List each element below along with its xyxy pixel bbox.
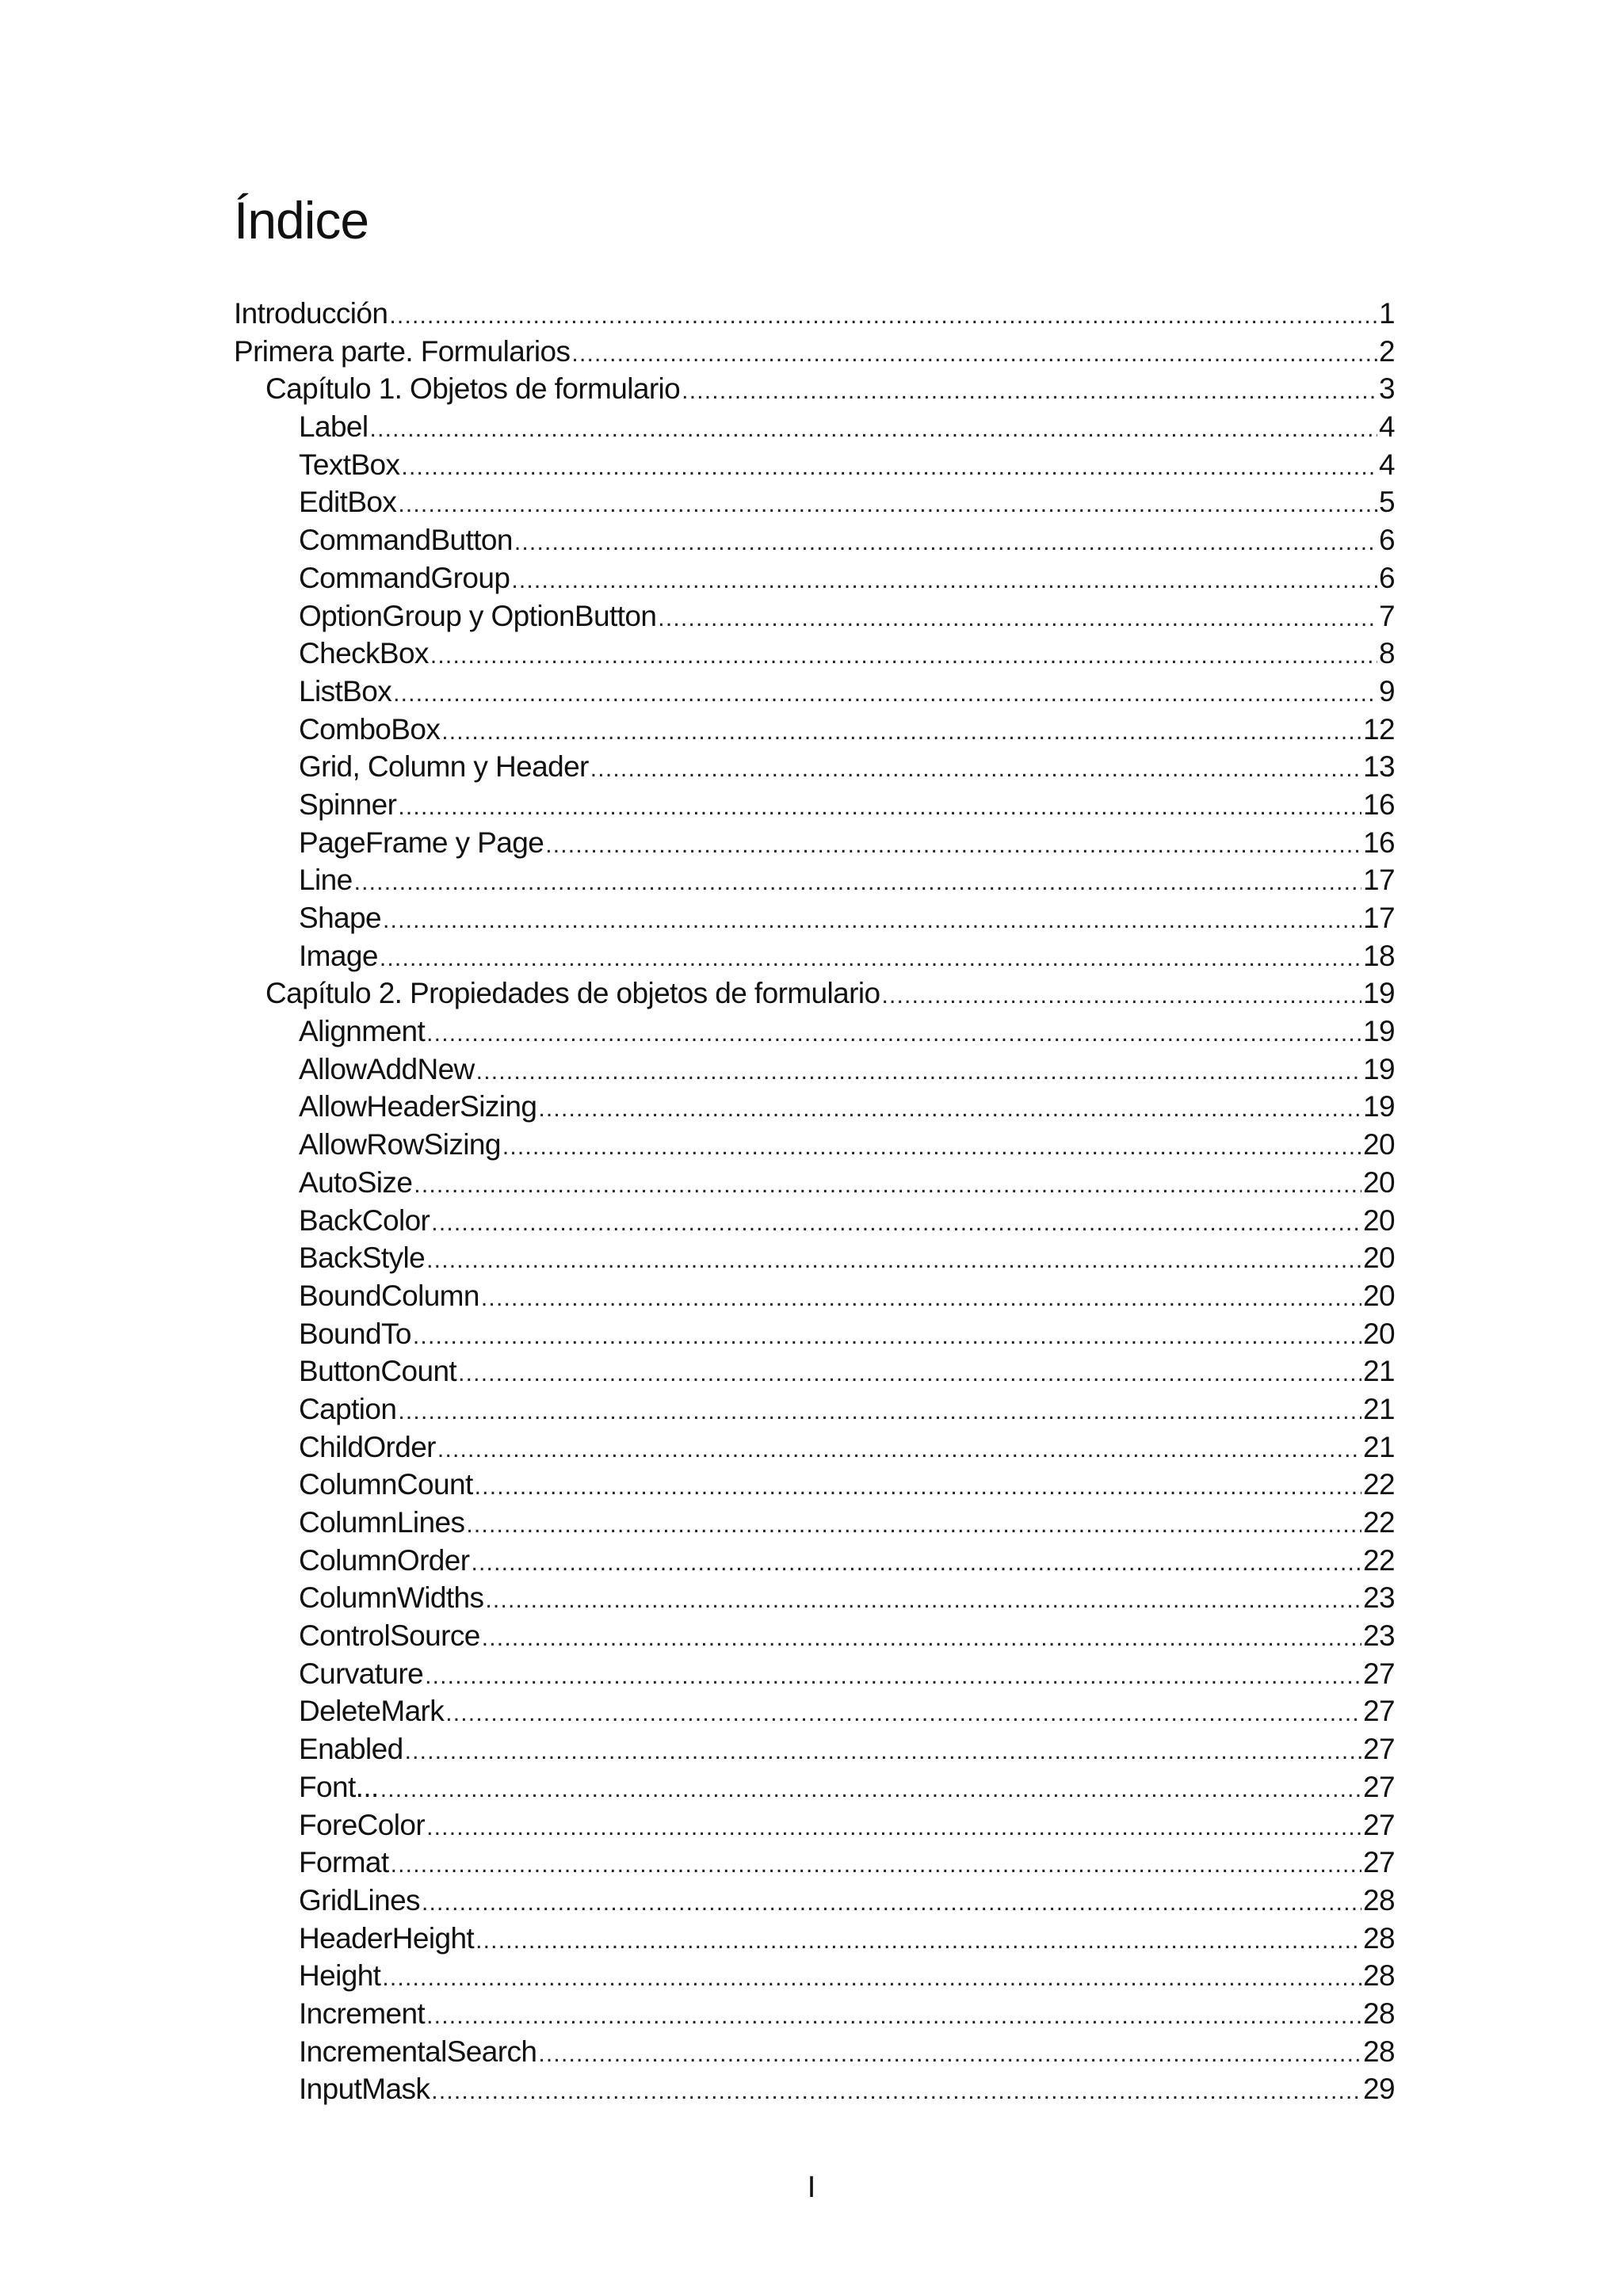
- toc-entry-label: Increment: [299, 1997, 426, 2030]
- dot-leader: [382, 1959, 1361, 1995]
- toc-entry-page: 27: [1363, 1770, 1395, 1803]
- toc-entry-label: ColumnCount: [299, 1468, 473, 1501]
- toc-entry[interactable]: [234, 559, 1395, 597]
- toc-entry-page: 13: [1363, 750, 1395, 784]
- toc-entry-label: Line: [299, 864, 353, 897]
- dot-leader: [426, 1809, 1361, 1844]
- toc-entry-page: 28: [1363, 1883, 1395, 1917]
- toc-entry-page: 27: [1363, 1733, 1395, 1766]
- dot-leader: [437, 1431, 1361, 1466]
- dot-leader: [881, 977, 1361, 1013]
- toc-entry-page: 19: [1363, 1015, 1395, 1048]
- toc-entry-page: 18: [1363, 939, 1395, 972]
- page-title: Índice: [234, 191, 369, 250]
- toc-entry-page: 28: [1363, 1997, 1395, 2030]
- toc-entry-label: Shape: [299, 902, 381, 934]
- toc-entry[interactable]: [234, 1920, 1395, 1958]
- toc-entry-page: 21: [1363, 1430, 1395, 1463]
- toc-entry-label: AllowAddNew: [299, 1052, 475, 1085]
- toc-entry[interactable]: [234, 1617, 1395, 1655]
- toc-entry[interactable]: [234, 861, 1395, 899]
- dot-leader: [538, 1090, 1361, 1126]
- toc-entry-label: OptionGroup y OptionButton: [299, 599, 657, 632]
- toc-entry-label: CommandButton: [299, 524, 513, 557]
- dot-leader: [398, 1393, 1361, 1428]
- toc-entry-label: ListBox: [299, 674, 392, 707]
- toc-entry-page: 7: [1379, 599, 1395, 632]
- table-of-contents: [234, 295, 1395, 2108]
- toc-entry-label: PageFrame y Page: [299, 826, 544, 859]
- dot-leader: [511, 562, 1377, 597]
- toc-entry-page: 16: [1363, 788, 1395, 821]
- dot-leader: [431, 1204, 1361, 1240]
- toc-entry-label: ForeColor: [299, 1808, 426, 1841]
- dot-leader: [482, 1619, 1361, 1655]
- toc-entry[interactable]: [234, 1806, 1395, 1844]
- toc-entry-page: 22: [1363, 1468, 1395, 1501]
- toc-entry[interactable]: [234, 1352, 1395, 1390]
- toc-entry[interactable]: [234, 483, 1395, 521]
- dot-leader: [370, 410, 1377, 446]
- toc-entry[interactable]: [234, 1844, 1395, 1882]
- toc-entry[interactable]: [234, 824, 1395, 862]
- toc-entry-page: 28: [1363, 1921, 1395, 1955]
- dot-leader: [471, 1544, 1361, 1580]
- dot-leader: [431, 2073, 1361, 2108]
- toc-entry-label: ComboBox: [299, 712, 441, 746]
- dot-leader: [393, 675, 1377, 711]
- toc-entry-label: HeaderHeight: [299, 1921, 475, 1955]
- toc-entry-label: ColumnLines: [299, 1506, 465, 1539]
- toc-entry-page: 6: [1379, 524, 1395, 557]
- toc-entry-label: Font...: [299, 1770, 379, 1803]
- dot-leader: [354, 864, 1361, 899]
- toc-entry[interactable]: [234, 899, 1395, 937]
- toc-entry-page: 3: [1379, 372, 1395, 406]
- toc-entry-label: BoundTo: [299, 1317, 411, 1350]
- toc-entry[interactable]: [234, 1088, 1395, 1126]
- toc-entry[interactable]: [234, 295, 1395, 333]
- toc-entry-page: 20: [1363, 1279, 1395, 1312]
- dot-leader: [422, 1884, 1361, 1920]
- toc-entry-label: CheckBox: [299, 637, 429, 670]
- dot-leader: [476, 1053, 1361, 1089]
- toc-entry-page: 23: [1363, 1581, 1395, 1615]
- toc-entry-label: Introducción: [234, 297, 388, 330]
- dot-leader: [425, 1657, 1361, 1693]
- dot-leader: [398, 486, 1377, 521]
- toc-entry-page: 17: [1363, 864, 1395, 897]
- dot-leader: [481, 1280, 1361, 1315]
- dot-leader: [398, 788, 1361, 824]
- toc-entry-page: 16: [1363, 826, 1395, 859]
- toc-entry[interactable]: [234, 446, 1395, 484]
- toc-entry-label: Capítulo 2. Propiedades de objetos de formulario: [265, 977, 880, 1010]
- toc-entry-page: 6: [1379, 561, 1395, 594]
- toc-entry-label: Format: [299, 1846, 389, 1879]
- dot-leader: [441, 713, 1361, 749]
- toc-entry[interactable]: [234, 1466, 1395, 1504]
- dot-leader: [380, 940, 1361, 975]
- dot-leader: [475, 1922, 1361, 1958]
- toc-entry[interactable]: [234, 2033, 1395, 2071]
- toc-entry-page: 28: [1363, 2035, 1395, 2068]
- toc-entry[interactable]: [234, 1957, 1395, 1995]
- toc-entry[interactable]: [234, 1051, 1395, 1089]
- toc-entry[interactable]: [234, 1013, 1395, 1051]
- toc-entry-label: ButtonCount: [299, 1355, 457, 1388]
- dot-leader: [426, 1241, 1361, 1277]
- toc-entry-page: 5: [1379, 486, 1395, 519]
- dot-leader: [590, 750, 1361, 786]
- toc-entry-page: 19: [1363, 977, 1395, 1010]
- toc-entry-page: 21: [1363, 1392, 1395, 1425]
- toc-entry[interactable]: [234, 1390, 1395, 1428]
- toc-entry-page: 20: [1363, 1128, 1395, 1161]
- toc-entry-label: Primera parte. Formularios: [234, 334, 571, 368]
- toc-entry[interactable]: [234, 1768, 1395, 1806]
- toc-entry-label: GridLines: [299, 1883, 420, 1917]
- toc-entry-page: 8: [1379, 637, 1395, 670]
- toc-entry-label: BackColor: [299, 1203, 430, 1237]
- toc-entry[interactable]: [234, 974, 1395, 1013]
- toc-entry[interactable]: [234, 748, 1395, 786]
- toc-entry-label: AllowRowSizing: [299, 1128, 501, 1161]
- toc-entry[interactable]: [234, 1655, 1395, 1693]
- dot-leader: [389, 297, 1377, 333]
- dot-leader: [466, 1506, 1361, 1542]
- toc-entry-label: Spinner: [299, 788, 397, 821]
- toc-entry[interactable]: [234, 673, 1395, 711]
- dot-leader: [405, 1733, 1361, 1768]
- toc-entry-label: ColumnWidths: [299, 1581, 484, 1615]
- toc-entry-page: 20: [1363, 1165, 1395, 1199]
- toc-entry-label: CommandGroup: [299, 561, 510, 594]
- toc-entry-label: Label: [299, 410, 369, 444]
- dot-leader: [414, 1166, 1361, 1202]
- toc-entry-label: DeleteMark: [299, 1695, 445, 1728]
- toc-entry-page: 19: [1363, 1052, 1395, 1085]
- toc-entry-page: 20: [1363, 1241, 1395, 1275]
- toc-entry-page: 17: [1363, 902, 1395, 934]
- toc-entry-label: Capítulo 1. Objetos de formulario: [265, 372, 681, 406]
- toc-entry-label: ControlSource: [299, 1619, 480, 1653]
- toc-entry[interactable]: [234, 1202, 1395, 1240]
- dot-leader: [426, 1015, 1361, 1051]
- toc-entry-page: 23: [1363, 1619, 1395, 1653]
- toc-entry-label: AllowHeaderSizing: [299, 1090, 537, 1123]
- toc-entry-page: 2: [1379, 334, 1395, 368]
- toc-entry-page: 27: [1363, 1695, 1395, 1728]
- dot-leader: [413, 1318, 1361, 1353]
- dot-leader: [383, 902, 1361, 937]
- toc-entry-page: 4: [1379, 448, 1395, 481]
- toc-entry[interactable]: [234, 1164, 1395, 1202]
- toc-entry-page: 27: [1363, 1846, 1395, 1879]
- toc-entry-page: 27: [1363, 1657, 1395, 1690]
- toc-entry-label: Caption: [299, 1392, 397, 1425]
- toc-entry[interactable]: [234, 1239, 1395, 1277]
- toc-entry[interactable]: [234, 786, 1395, 824]
- toc-entry[interactable]: [234, 635, 1395, 673]
- dot-leader: [682, 372, 1377, 408]
- toc-entry[interactable]: [234, 937, 1395, 975]
- dot-leader: [458, 1355, 1361, 1390]
- dot-leader: [658, 600, 1377, 635]
- toc-entry[interactable]: [234, 408, 1395, 446]
- toc-entry-page: 12: [1363, 712, 1395, 746]
- toc-entry-label: AutoSize: [299, 1165, 413, 1199]
- toc-entry-label: IncrementalSearch: [299, 2035, 537, 2068]
- toc-entry-page: 28: [1363, 1959, 1395, 1993]
- toc-entry-label: InputMask: [299, 2073, 430, 2106]
- dot-leader: [514, 524, 1377, 559]
- toc-entry-page: 22: [1363, 1506, 1395, 1539]
- toc-entry[interactable]: [234, 711, 1395, 749]
- toc-entry[interactable]: [234, 2070, 1395, 2108]
- dot-leader: [430, 637, 1377, 673]
- dot-leader: [502, 1128, 1361, 1164]
- toc-entry[interactable]: [234, 370, 1395, 408]
- toc-entry[interactable]: [234, 1730, 1395, 1768]
- toc-entry-page: 27: [1363, 1808, 1395, 1841]
- toc-entry[interactable]: [234, 1126, 1395, 1164]
- dot-leader: [445, 1695, 1361, 1730]
- dot-leader: [538, 2035, 1361, 2071]
- toc-entry-label: EditBox: [299, 486, 397, 519]
- toc-entry[interactable]: [234, 597, 1395, 635]
- dot-leader: [426, 1997, 1361, 2033]
- toc-entry-label: Image: [299, 939, 378, 972]
- toc-entry-page: 4: [1379, 410, 1395, 444]
- dot-leader: [391, 1846, 1361, 1882]
- toc-entry-label: TextBox: [299, 448, 400, 481]
- toc-entry-page: 22: [1363, 1543, 1395, 1577]
- toc-entry-label: ChildOrder: [299, 1430, 436, 1463]
- dot-leader: [380, 1771, 1361, 1806]
- toc-entry[interactable]: [234, 1692, 1395, 1730]
- toc-entry-label: Enabled: [299, 1733, 403, 1766]
- toc-entry[interactable]: [234, 1428, 1395, 1466]
- toc-entry-page: 20: [1363, 1203, 1395, 1237]
- toc-entry[interactable]: [234, 1277, 1395, 1315]
- toc-entry-label: Height: [299, 1959, 381, 1993]
- toc-entry-page: 9: [1379, 674, 1395, 707]
- dot-leader: [485, 1581, 1361, 1617]
- toc-entry-page: 19: [1363, 1090, 1395, 1123]
- toc-entry-label: ColumnOrder: [299, 1543, 470, 1577]
- toc-entry[interactable]: [234, 1882, 1395, 1920]
- dot-leader: [545, 826, 1361, 862]
- toc-entry-page: 21: [1363, 1355, 1395, 1388]
- toc-entry-label: Alignment: [299, 1015, 426, 1048]
- toc-entry-page: 29: [1363, 2073, 1395, 2106]
- toc-entry-page: 1: [1379, 297, 1395, 330]
- dot-leader: [571, 335, 1377, 371]
- toc-entry[interactable]: [234, 1542, 1395, 1580]
- toc-entry-label: Curvature: [299, 1657, 424, 1690]
- toc-entry[interactable]: [234, 521, 1395, 559]
- dot-leader: [401, 448, 1377, 484]
- dot-leader: [475, 1468, 1361, 1504]
- toc-entry-label: Grid, Column y Header: [299, 750, 589, 784]
- toc-entry[interactable]: [234, 1579, 1395, 1617]
- toc-entry[interactable]: [234, 1504, 1395, 1542]
- page-number: I: [807, 2171, 816, 2204]
- toc-entry[interactable]: [234, 333, 1395, 371]
- toc-entry[interactable]: [234, 1995, 1395, 2033]
- toc-entry[interactable]: [234, 1315, 1395, 1353]
- toc-entry-page: 20: [1363, 1317, 1395, 1350]
- toc-entry-label: BackStyle: [299, 1241, 426, 1275]
- toc-entry-label: BoundColumn: [299, 1279, 479, 1312]
